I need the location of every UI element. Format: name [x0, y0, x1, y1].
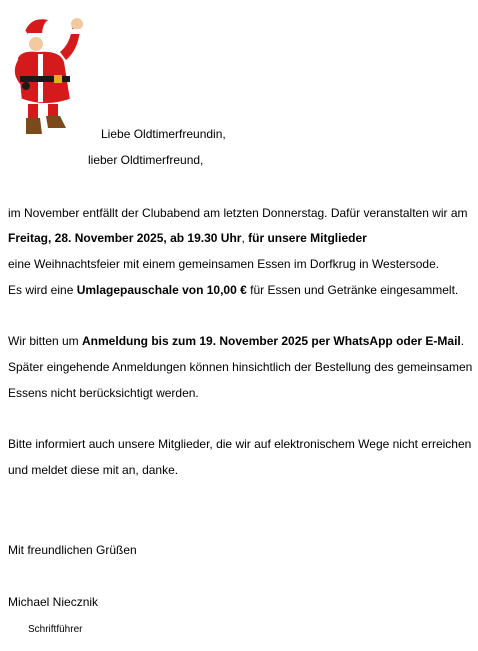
- paragraph-3-line-2: und meldet diese mit an, danke.: [8, 463, 179, 477]
- signer-name: Michael Niecznik: [8, 595, 99, 609]
- paragraph-1-line-1: im November entfällt der Clubabend am letzten Donnerstag. Dafür veranstalten wir am: [8, 206, 468, 220]
- greeting-line-1: Liebe Oldtimerfreundin,: [101, 127, 226, 141]
- greeting-line-2: lieber Oldtimerfreund,: [88, 153, 204, 167]
- paragraph-2-line-3: Essens nicht berücksichtigt werden.: [8, 386, 199, 400]
- event-date-text: Freitag, 28. November 2025, ab 19.30 Uhr: [8, 231, 242, 245]
- paragraph-3-line-1: Bitte informiert auch unsere Mitglieder, die wir auf elektronischem Wege nicht erreichen: [8, 437, 472, 451]
- closing-text: Mit freundlichen Grüßen: [8, 543, 137, 557]
- fee-intro-text: Es wird eine: [8, 283, 77, 297]
- signer-role: Schriftführer: [28, 624, 83, 635]
- paragraph-1-line-2: [8, 231, 367, 246]
- audience-text: für unsere Mitglieder: [248, 231, 367, 245]
- fee-amount-text: Umlagepauschale von 10,00 €: [76, 283, 247, 297]
- fee-purpose-text: für Essen und Getränke eingesammelt.: [246, 283, 459, 297]
- paragraph-2-line-1: [8, 334, 464, 349]
- paragraph-2-line-2: Später eingehende Anmeldungen können hinsichtlich der Bestellung des gemeinsamen: [8, 360, 473, 374]
- paragraph-1-line-4: [8, 283, 458, 298]
- registration-intro-text: Wir bitten um: [8, 334, 83, 348]
- separator-text: ,: [241, 231, 249, 245]
- paragraph-1-line-3: eine Weihnachtsfeier mit einem gemeinsamen Essen im Dorfkrug in Westersode.: [8, 257, 440, 271]
- registration-deadline-text: Anmeldung bis zum 19. November 2025 per WhatsApp oder E-Mail: [82, 334, 461, 348]
- santa-claus-icon: [8, 14, 90, 138]
- registration-end-text: .: [460, 334, 465, 348]
